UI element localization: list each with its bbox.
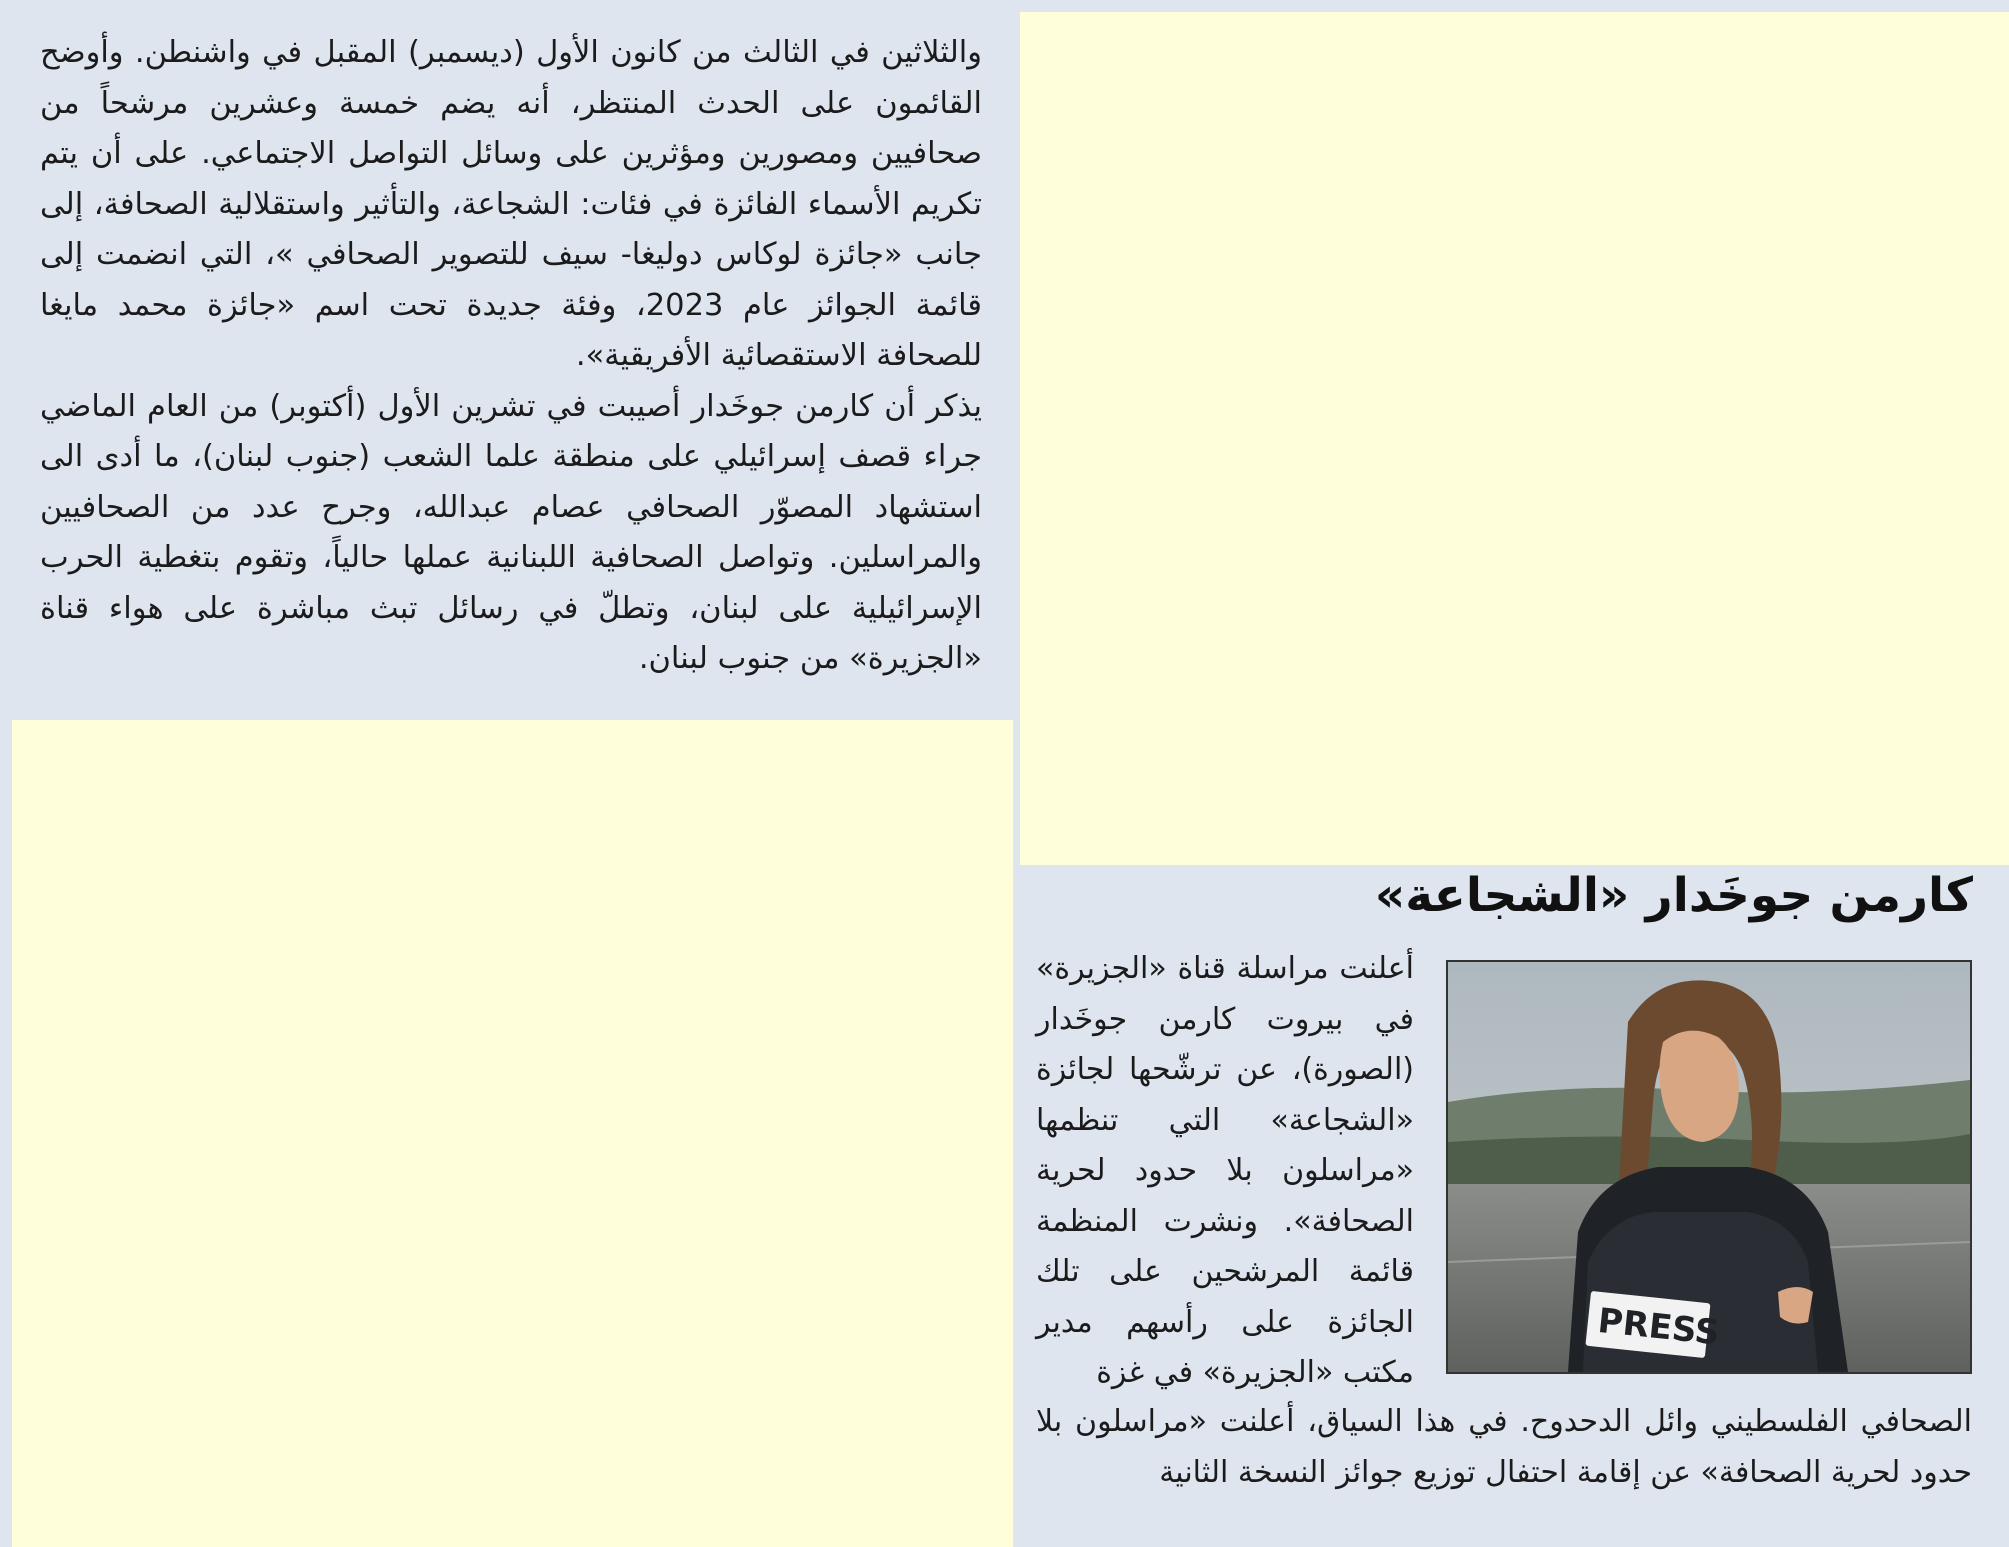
press-label: PRESS: [1595, 1300, 1722, 1354]
empty-panel-right: [1020, 12, 2009, 865]
article-continued-text: الصحافي الفلسطيني وائل الدحدوح. في هذا السياق، أعلنت «مراسلون بلا حدود لحرية الصحافة» عن إقامة احتفال توزيع جوائز النسخة الثانية: [1036, 1404, 1972, 1490]
top-article-column: [40, 28, 982, 685]
article-side-text: أعلنت مراسلة قناة «الجزيرة» في بيروت كارمن جوخَدار (الصورة)، عن ترشّحها لجائزة «الشجاعة» التي تنظمها «مراسلون بلا حدود لحرية الصحافة». ونشرت المنظمة قائمة المرشحين على تلك الجائزة على رأسهم مدير مكتب «الجزيرة» في غزة: [1036, 951, 1414, 1390]
article-headline: كارمن جوخَدار «الشجاعة»: [1374, 868, 1973, 923]
article-paragraph-1: والثلاثين في الثالث من كانون الأول (ديسمبر) المقبل في واشنطن. وأوضح القائمون على الحدث المنتظر، أنه يضم خمسة وعشرين مرشحاً من صحافيين ومصورين ومؤثرين على وسائل التواصل الاجتماعي. على أن يتم تكريم الأسماء الفائزة في فئات: الشجاعة، والتأثير واستقلالية الصحافة، إلى جانب «جائزة لوكاس دوليغا- سيف للتصوير الصحافي »، التي انضمت إلى قائمة الجوائز عام 2023، وفئة جديدة تحت اسم «جائزة محمد مايغا للصحافة الاستقصائية الأفريقية».: [40, 35, 982, 373]
reporter-photo: [1446, 960, 1972, 1374]
empty-panel-left: [12, 720, 1013, 1547]
article-paragraph-2: يذكر أن كارمن جوخَدار أصيبت في تشرين الأول (أكتوبر) من العام الماضي جراء قصف إسرائيلي على منطقة علما الشعب (جنوب لبنان)، ما أدى الى استشهاد المصوّر الصحافي عصام عبدالله، وجرح عدد من الصحافيين والمراسلين. وتواصل الصحافية اللبنانية عملها حالياً، وتقوم بتغطية الحرب الإسرائيلية على لبنان، وتطلّ في رسائل تبث مباشرة على هواء قناة «الجزيرة» من جنوب لبنان.: [40, 388, 982, 676]
